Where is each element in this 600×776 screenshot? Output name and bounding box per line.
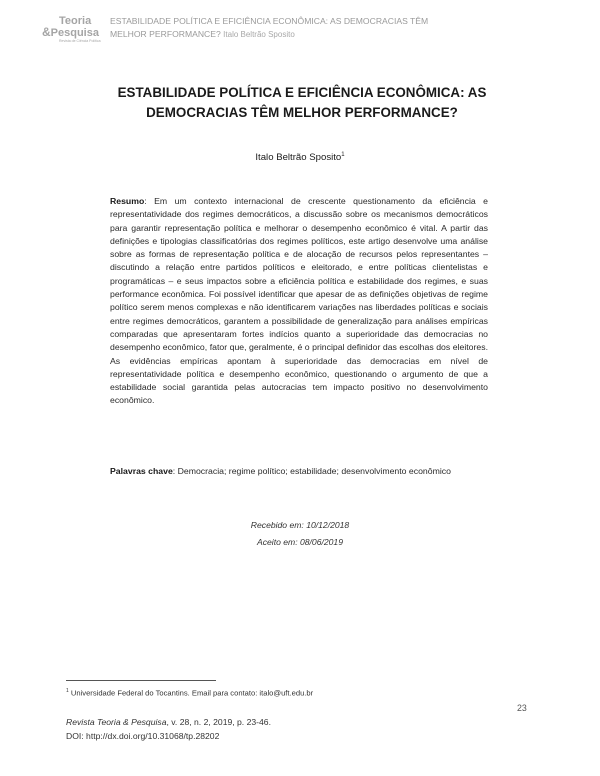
received-date: Recebido em: 10/12/2018 (250, 520, 350, 530)
author-name: Italo Beltrão Sposito (255, 152, 342, 164)
journal-name: Revista Teoria & Pesquisa (66, 717, 167, 727)
keywords-text: : Democracia; regime político; estabilidade; desenvolvimento econômico (172, 466, 451, 476)
footnote-divider (66, 680, 216, 681)
running-title: ESTABILIDADE POLÍTICA E EFICIÊNCIA ECONÔMICA: AS DEMOCRACIAS TÊM MELHOR PERFORMANCE? (110, 16, 429, 39)
footnote-text: Universidade Federal do Tocantins. Email para contato: italo@uft.edu.br (68, 688, 314, 698)
logo-ampersand: & (42, 25, 51, 39)
footnote (66, 688, 466, 698)
running-author: Italo Beltrão Sposito (223, 29, 295, 39)
running-head (110, 15, 450, 41)
logo-subtitle: Revista de Ciência Política (59, 39, 101, 43)
citation (66, 715, 486, 743)
abstract (110, 195, 488, 408)
abstract-label: Resumo (110, 196, 145, 206)
logo-pesquisa: Pesquisa (50, 27, 99, 39)
accepted-date: Aceito em: 08/06/2019 (257, 537, 343, 547)
article-title: ESTABILIDADE POLÍTICA E EFICIÊNCIA ECONÔMICA: AS DEMOCRACIAS TÊM MELHOR PERFORMANCE? (117, 85, 487, 120)
article-author (0, 152, 600, 163)
footnote-mark: 1 (66, 688, 69, 694)
doi-link[interactable]: DOI: http://dx.doi.org/10.31068/tp.28202 (66, 731, 220, 741)
citation-details: , v. 28, n. 2, 2019, p. 23-46. (166, 717, 271, 727)
abstract-text: : Em um contexto internacional de crescente questionamento da eficiência e representatividade dos regimes democráticos, a discussão sobre os mecanismos democráticos para garantir representação política e melhorar o desempenho econômico é vital. A partir das definições e tipologias classificatórias dos regimes políticos, este artigo desenvolve uma análise sobre as formas de representação política e de alocação de recursos pelos representantes – discutindo a relação entre partidos políticos e eleitorado, e entre políticas clientelistas e programáticas – e seus impactos sobre a eficiência política e estabilidade dos regimes, e suas performance econômica. Foi possível identificar que apesar de as definições objetivas de regime político serem menos complexas e não identificarem variações nas liberdades políticas e sociais entre regimes democráticos, garantem a possibilidade de generalização para análises empíricas comparadas que apresentaram fortes indícios quanto a superioridade das democracias no desempenho econômico, fator que, geralmente, é o principal definidor das escolhas dos eleitores. As evidências empíricas apontam à superioridade das democracias em nível de representatividade política e desempenho econômico, questionando o argumento de que a estabilidade social garantida pelas autocracias tem impacto positivo no desenvolvimento econômico. (110, 196, 488, 406)
keywords-label: Palavras chave (110, 466, 173, 476)
logo-text-teoria: Teoria (59, 15, 92, 27)
citation-line (66, 715, 486, 729)
keywords (110, 465, 488, 478)
page-number: 23 (517, 703, 527, 713)
author-footnote-mark: 1 (341, 152, 345, 158)
submission-dates (0, 517, 600, 551)
page-header (22, 14, 582, 58)
